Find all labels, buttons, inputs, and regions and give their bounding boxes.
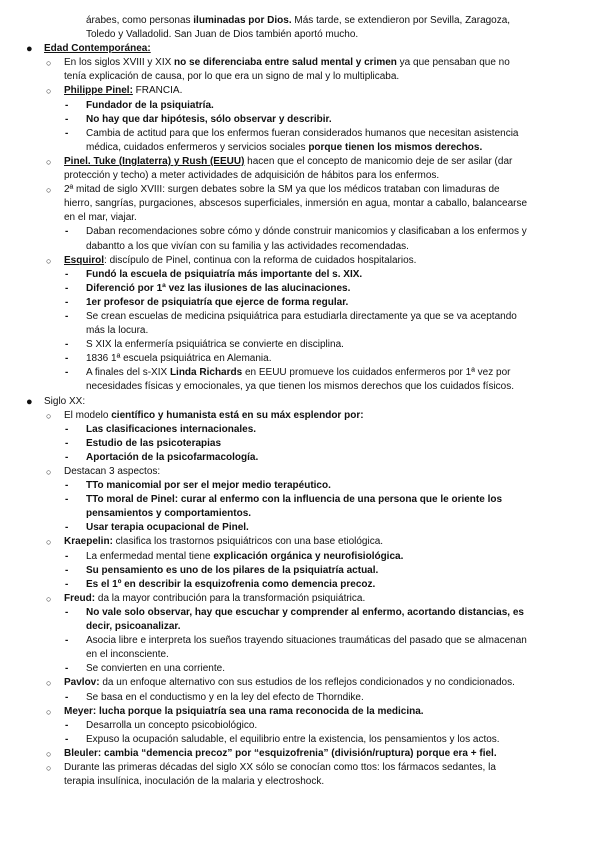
text-line — [0, 592, 600, 606]
text-line — [0, 28, 600, 42]
text-run: hierro, sangrías, purgaciones, abscesos superficiales, inmersión en agua, montar a caballo, balancearse — [64, 198, 528, 210]
text-line — [0, 324, 600, 338]
dash-marker: - — [65, 113, 69, 125]
bullet-circle-icon: ○ — [46, 255, 52, 266]
bullet-circle-icon: ○ — [46, 185, 52, 196]
text-run: Más tarde, se extendieron por Sevilla, Zaragoza, — [291, 15, 511, 26]
bold-text: Es el 1º en describir la esquizofrenia como demencia precoz. — [86, 578, 376, 590]
bold-text: No vale solo observar, hay que escuchar y comprender al enfermo, acortando distancias, es — [86, 606, 524, 618]
text-run: clasifica los trastornos psiquiátricos con una base etiológica. — [112, 536, 384, 548]
text-line — [0, 648, 600, 662]
bold-text: TTo manicomial por ser el mejor medio terapéutico. — [86, 480, 331, 492]
text-line — [0, 423, 600, 437]
text-line — [0, 620, 600, 634]
text-line — [0, 465, 600, 479]
text-run: Se basa en el conductismo y en la ley del efecto de Thorndike. — [86, 691, 364, 703]
bold-text: Fundador de la psiquiatría. — [86, 99, 214, 111]
text-line — [0, 733, 600, 747]
bullet-circle-icon: ○ — [46, 537, 52, 548]
bullet-disc-icon: ● — [26, 43, 33, 56]
bold-text: decir, psicoanalizar. — [86, 621, 181, 633]
bold-text: TTo moral de Pinel: curar al enfermo con la influencia de una persona que le oriente los — [86, 494, 503, 506]
bold-text: científico y humanista está en su máx esplendor por: — [111, 409, 364, 421]
text-run: da la mayor contribución para la transformación psiquiátrica. — [95, 592, 366, 604]
text-line — [0, 366, 600, 380]
dash-marker: - — [65, 296, 69, 308]
text-line — [0, 310, 600, 324]
bold-text: No hay que dar hipótesis, sólo observar y describir. — [86, 113, 332, 125]
bold-text: lucha porque la psiquiatría sea una rama reconocida de la medicina. — [99, 705, 424, 717]
text-line — [0, 493, 600, 507]
bullet-circle-icon: ○ — [46, 748, 52, 759]
text-run: Destacan 3 aspectos: — [64, 466, 161, 477]
dash-marker: - — [65, 550, 69, 562]
dash-marker: - — [65, 282, 69, 294]
bold-text: Fundó la escuela de psiquiatría más importante del s. XIX. — [86, 268, 363, 280]
text-run: S XIX la enfermería psiquiátrica se convierte en disciplina. — [86, 339, 344, 351]
dash-marker: - — [65, 733, 69, 745]
text-run: La enfermedad mental tiene — [86, 550, 214, 562]
bold-text: Esquirol — [64, 254, 105, 266]
text-line — [0, 747, 600, 761]
bold-text: no se diferenciaba entre salud mental y crimen — [174, 57, 397, 69]
text-run: en EEUU promueve los cuidados enfermeros por 1ª vez por — [242, 367, 511, 379]
text-run: da un enfoque alternativo con sus estudios de los reflejos condicionados y no condicionados. — [99, 677, 515, 689]
text-line — [0, 691, 600, 705]
bold-text: Estudio de las psicoterapias — [86, 437, 222, 449]
text-line — [0, 380, 600, 394]
text-line — [0, 479, 600, 493]
text-line — [0, 268, 600, 282]
text-run: en el inconsciente. — [86, 649, 169, 661]
dash-marker: - — [65, 339, 69, 351]
text-line — [0, 395, 600, 409]
bullet-circle-icon: ○ — [46, 58, 52, 69]
dash-marker: - — [65, 127, 69, 139]
bold-text: explicación orgánica y neurofisiológica. — [213, 550, 404, 562]
dash-marker: - — [65, 451, 69, 463]
bullet-circle-icon: ○ — [46, 156, 52, 167]
text-line — [0, 42, 600, 56]
text-line — [0, 606, 600, 620]
text-line — [0, 183, 600, 197]
text-line — [0, 507, 600, 521]
text-run: más la locura. — [86, 325, 149, 337]
text-run: en el mar, viajar. — [64, 212, 137, 224]
dash-marker: - — [65, 480, 69, 492]
bold-text: Pinel. Tuke (Inglaterra) y Rush (EEUU) — [64, 155, 245, 167]
text-run: terapia insulínica, inoculación de la malaria y electroshock. — [64, 776, 325, 788]
dash-marker: - — [65, 635, 69, 647]
bold-text: Las clasificaciones internacionales. — [86, 423, 257, 435]
text-line — [0, 225, 600, 239]
text-run: Asocia libre e interpreta los sueños trayendo situaciones traumáticas del pasado que se almacenan — [86, 635, 527, 647]
text-line — [0, 338, 600, 352]
bold-text: 1er profesor de psiquiatría que ejerce de forma regular. — [86, 296, 349, 308]
bullet-circle-icon: ○ — [46, 593, 52, 604]
bullet-circle-icon: ○ — [46, 762, 52, 773]
bold-text: Pavlov: — [64, 677, 100, 689]
text-line — [0, 70, 600, 84]
text-line — [0, 254, 600, 268]
text-line — [0, 775, 600, 789]
text-line — [0, 550, 600, 564]
text-run: Desarrolla un concepto psicobiológico. — [86, 719, 258, 731]
bold-text: Philippe Pinel: — [64, 85, 133, 97]
dash-marker: - — [65, 423, 69, 435]
dash-marker: - — [65, 663, 69, 675]
text-line — [0, 564, 600, 578]
text-line — [0, 56, 600, 70]
text-line — [0, 141, 600, 155]
bullet-disc-icon: ● — [26, 395, 33, 408]
text-run: Cambia de actitud para que los enfermos fueran considerados humanos que necesitan asistencia — [86, 127, 519, 139]
bold-text: Meyer: — [64, 705, 97, 717]
bullet-circle-icon: ○ — [46, 467, 52, 477]
dash-marker: - — [65, 522, 69, 534]
text-run: necesidades físicas y emocionales, ya que tienen los mismos derechos que los cuidados físicos. — [86, 381, 515, 393]
dash-marker: - — [65, 268, 69, 280]
bullet-circle-icon: ○ — [46, 678, 52, 689]
text-run: protección y techo) a meter actividades de adquisición de hábitos para los enfermos. — [64, 170, 440, 182]
dash-marker: - — [65, 353, 69, 365]
text-line — [0, 352, 600, 366]
dash-marker: - — [65, 578, 69, 590]
text-run: médica, cuidados enfermeros y servicios sociales — [86, 141, 309, 153]
text-run: Toledo y Valladolid. San Juan de Dios también aportó mucho. — [86, 29, 359, 41]
dash-marker: - — [65, 564, 69, 576]
text-line — [0, 155, 600, 169]
text-line — [0, 240, 600, 254]
bullet-circle-icon: ○ — [46, 410, 52, 421]
text-run: Se convierten en una corriente. — [86, 663, 225, 675]
text-line — [0, 705, 600, 719]
text-run: ya que pensaban que no — [396, 57, 510, 69]
bold-text: pensamientos y comportamientos. — [86, 508, 252, 520]
text-run: Daban recomendaciones sobre cómo y dónde construir manicomios y clasificaban a los enfermos y — [86, 226, 527, 238]
dash-marker: - — [65, 719, 69, 731]
text-line — [0, 451, 600, 465]
text-line — [0, 761, 600, 775]
dash-marker: - — [65, 691, 69, 703]
bold-text: Linda Richards — [169, 367, 243, 379]
dash-marker: - — [65, 606, 69, 618]
text-line — [0, 719, 600, 733]
dash-marker: - — [65, 226, 69, 238]
bold-text: Bleuler: cambia “demencia precoz” por “esquizofrenia” (división/ruptura) porque era + fiel. — [64, 747, 497, 759]
bold-text: porque tienen los mismos derechos. — [308, 141, 483, 153]
text-line — [0, 99, 600, 113]
text-run: árabes, como personas — [86, 15, 194, 26]
bold-text: Su pensamiento es uno de los pilares de la psiquiatría actual. — [86, 564, 379, 576]
text-line — [0, 169, 600, 183]
text-line — [0, 296, 600, 310]
text-run: En los siglos XVIII y XIX — [64, 57, 175, 69]
bold-text: Usar terapia ocupacional de Pinel. — [86, 522, 249, 534]
text-line — [0, 535, 600, 549]
dash-marker: - — [65, 437, 69, 449]
bold-text: iluminadas por Dios. — [193, 15, 292, 26]
text-run: Expuso la ocupación saludable, el equilibrio entre la existencia, los pensamientos y los actos. — [86, 733, 500, 745]
text-line — [0, 634, 600, 648]
text-run: tenía explicación de causa, por lo que era un signo de mal y lo multiplicaba. — [64, 71, 400, 83]
bullet-circle-icon: ○ — [46, 86, 52, 97]
document-page — [0, 14, 600, 789]
text-run: hacen que el concepto de manicomio deje de ser asilar (dar — [244, 155, 513, 167]
text-line — [0, 437, 600, 451]
text-run: El modelo — [64, 409, 112, 421]
text-run: Durante las primeras décadas del siglo XX sólo se conocían como ttos: los fármacos sedantes, la — [64, 761, 496, 773]
text-line — [0, 14, 600, 28]
text-run: Se crean escuelas de medicina psiquiátrica para estudiarla directamente ya que se va aceptando — [86, 310, 517, 322]
text-line — [0, 282, 600, 296]
text-run: 1836 1ª escuela psiquiátrica en Alemania. — [86, 353, 272, 365]
text-run: dabantto a los que vivían con su familia y las actividades recomendadas. — [86, 240, 409, 252]
text-line — [0, 113, 600, 127]
text-run: 2ª mitad de siglo XVIII: surgen debates sobre la SM ya que los médicos trataban con limaduras de — [64, 184, 500, 196]
text-line — [0, 578, 600, 592]
text-line — [0, 211, 600, 225]
dash-marker: - — [65, 310, 69, 322]
bold-text: Kraepelin: — [64, 536, 113, 548]
text-run: Siglo XX: — [44, 395, 86, 407]
dash-marker: - — [65, 99, 69, 111]
text-run: : discípulo de Pinel, continua con la reforma de cuidados hospitalarios. — [104, 254, 417, 266]
bold-text: Freud: — [64, 592, 96, 604]
text-run: A finales del s-XIX — [86, 367, 170, 379]
text-line — [0, 197, 600, 211]
bold-text: Aportación de la psicofarmacología. — [86, 451, 259, 463]
dash-marker: - — [65, 367, 69, 379]
text-run: FRANCIA. — [132, 85, 183, 97]
text-line — [0, 676, 600, 690]
dash-marker: - — [65, 494, 69, 506]
text-line — [0, 521, 600, 535]
text-line — [0, 127, 600, 141]
text-line — [0, 409, 600, 423]
bullet-circle-icon: ○ — [46, 706, 52, 717]
bold-text: Diferenció por 1ª vez las ilusiones de las alucinaciones. — [86, 282, 351, 294]
text-line — [0, 84, 600, 98]
bold-text: Edad Contemporánea: — [44, 43, 151, 55]
text-line — [0, 662, 600, 676]
